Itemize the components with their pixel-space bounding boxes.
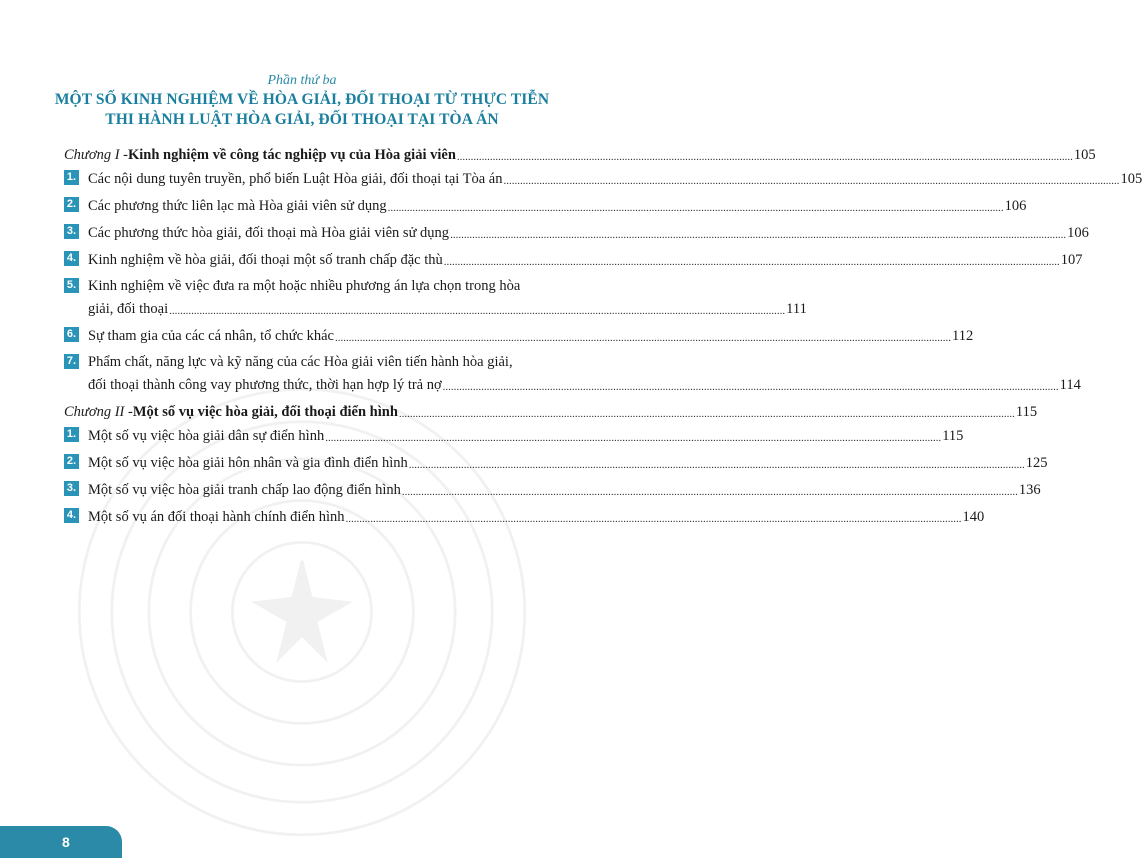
toc-item[interactable] — [64, 351, 1081, 395]
toc-item[interactable] — [64, 221, 1089, 243]
item-number-badge: 3. — [64, 224, 79, 239]
toc-item[interactable] — [64, 451, 1048, 473]
chapter-label: Chương I - — [64, 147, 128, 163]
item-number-badge: 2. — [64, 454, 79, 469]
chapter-page: 115 — [1015, 404, 1038, 420]
item-page: 105 — [1120, 171, 1142, 187]
item-number-badge: 5. — [64, 278, 79, 293]
dot-leader — [409, 457, 1025, 473]
item-number-badge: 4. — [64, 508, 79, 523]
toc-item[interactable] — [64, 167, 1142, 189]
toc-item[interactable] — [64, 324, 974, 346]
item-text: Kinh nghiệm về hòa giải, đối thoại một số tranh chấp đặc thù — [88, 252, 443, 268]
dot-leader — [325, 430, 941, 446]
item-text: Các nội dung tuyên truyền, phổ biến Luật Hòa giải, đối thoại tại Tòa án — [88, 171, 503, 187]
section-header — [0, 72, 604, 130]
item-text: Một số vụ án đối thoại hành chính điển hình — [88, 509, 345, 525]
item-text: Một số vụ việc hòa giải dân sự điển hình — [88, 428, 325, 444]
part-title-line-1: MỘT SỐ KINH NGHIỆM VỀ HÒA GIẢI, ĐỐI THOẠI TỪ THỰC TIỄN — [54, 91, 550, 108]
item-text: Một số vụ việc hòa giải tranh chấp lao động điển hình — [88, 482, 401, 498]
item-text: Một số vụ việc hòa giải hôn nhân và gia đình điển hình — [88, 455, 408, 471]
toc-chapter-2[interactable] — [64, 400, 1038, 422]
toc-item[interactable] — [64, 275, 807, 319]
item-page: 114 — [1059, 377, 1081, 393]
item-text-line-1: Kinh nghiệm về việc đưa ra một hoặc nhiều phương án lựa chọn trong hòa — [88, 278, 521, 294]
chapter-title: Kinh nghiệm về công tác nghiệp vụ của Hòa giải viên — [127, 147, 456, 163]
toc-item[interactable] — [64, 194, 1027, 216]
dot-leader — [399, 406, 1015, 422]
dot-leader — [335, 330, 951, 346]
toc-item[interactable] — [64, 248, 1083, 270]
chapter-title: Một số vụ việc hòa giải, đối thoại điển hình — [132, 404, 398, 420]
item-number-badge: 7. — [64, 354, 79, 369]
dot-leader — [169, 303, 785, 319]
item-number-badge: 3. — [64, 481, 79, 496]
toc-item[interactable] — [64, 424, 964, 446]
part-label: Phần thứ ba — [267, 73, 337, 88]
toc-item[interactable] — [64, 505, 985, 527]
dot-leader — [444, 254, 1060, 270]
item-page: 112 — [952, 328, 974, 344]
chapter-page: 105 — [1073, 147, 1096, 163]
item-page: 136 — [1018, 482, 1041, 498]
item-page: 115 — [942, 428, 964, 444]
item-text: Các phương thức hòa giải, đối thoại mà Hòa giải viên sử dụng — [88, 225, 450, 241]
item-text-line-2: giải, đối thoại — [88, 301, 169, 317]
dot-leader — [443, 379, 1059, 395]
item-text: Sự tham gia của các cá nhân, tổ chức khác — [88, 328, 334, 344]
page-number: 8 — [62, 834, 70, 850]
item-number-badge: 1. — [64, 427, 79, 442]
dot-leader — [346, 511, 962, 527]
item-page: 106 — [1067, 225, 1089, 241]
item-page: 125 — [1025, 455, 1048, 471]
item-text: Các phương thức liên lạc mà Hòa giải viên sử dụng — [88, 198, 387, 214]
dot-leader — [504, 173, 1120, 189]
item-page: 107 — [1060, 252, 1083, 268]
item-text-line-1: Phẩm chất, năng lực và kỹ năng của các Hòa giải viên tiến hành hòa giải, — [88, 354, 513, 370]
dot-leader — [388, 200, 1004, 216]
item-number-badge: 6. — [64, 327, 79, 342]
chapter-label: Chương II - — [64, 404, 133, 420]
toc-item[interactable] — [64, 478, 1041, 500]
dot-leader — [457, 149, 1073, 165]
item-number-badge: 1. — [64, 170, 79, 185]
item-text-line-2: đối thoại thành công vay phương thức, thời hạn hợp lý trả nợ — [88, 377, 442, 393]
table-of-contents — [64, 143, 1142, 532]
item-number-badge: 2. — [64, 197, 79, 212]
item-number-badge: 4. — [64, 251, 79, 266]
part-title-line-2: THI HÀNH LUẬT HÒA GIẢI, ĐỐI THOẠI TẠI TÒA ÁN — [105, 111, 499, 128]
item-page: 140 — [962, 509, 985, 525]
toc-chapter-1[interactable] — [64, 143, 1096, 165]
item-page: 106 — [1004, 198, 1027, 214]
dot-leader — [402, 484, 1018, 500]
dot-leader — [450, 227, 1066, 243]
page-number-tab — [0, 826, 122, 858]
item-page: 111 — [786, 301, 807, 317]
